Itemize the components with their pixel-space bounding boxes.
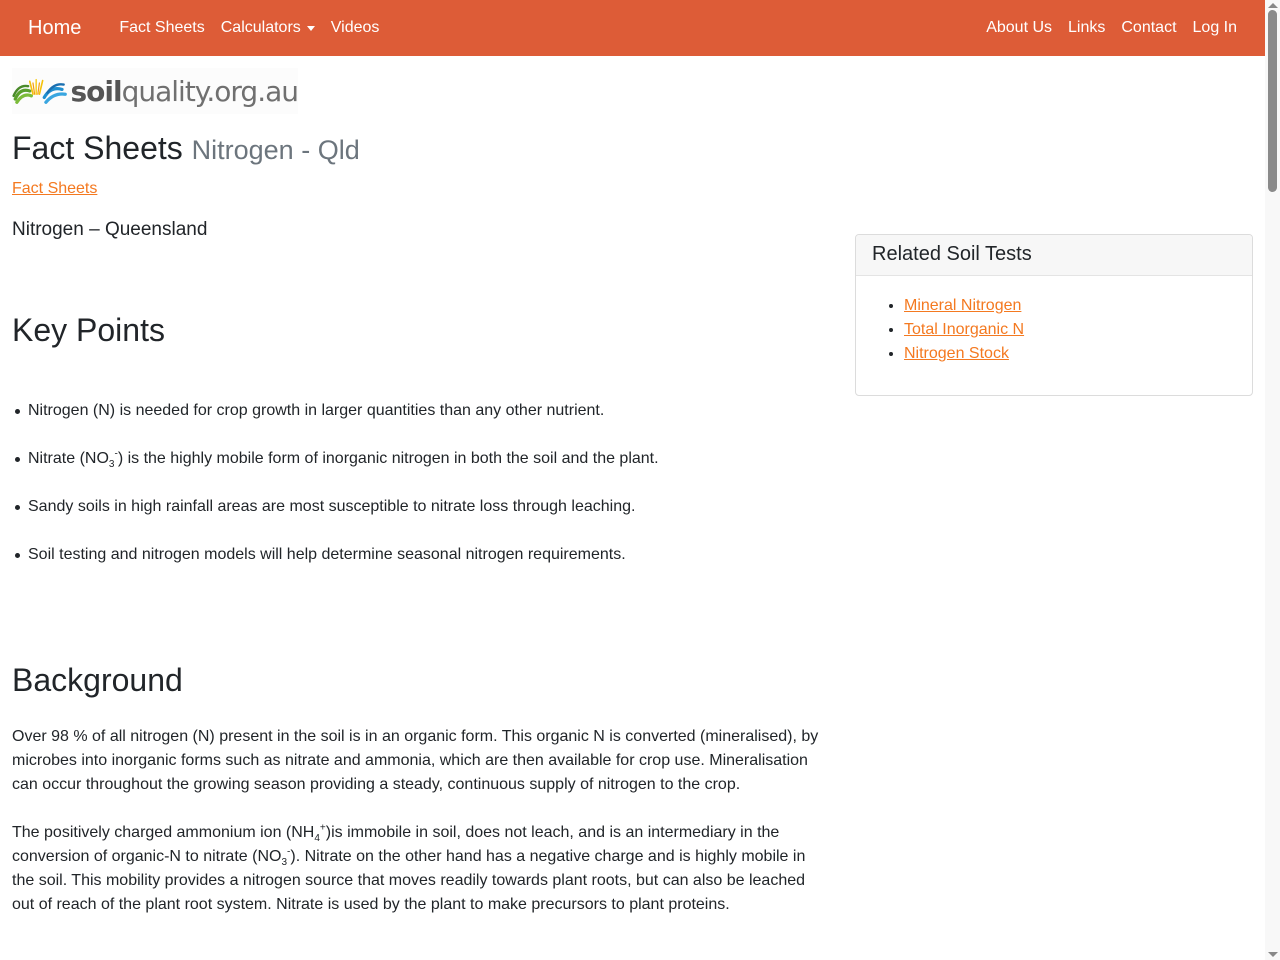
site-logo[interactable]: [12, 68, 298, 114]
paragraph-text: )is immobile in soil, does not leach, and is an intermediary in the conversion of organic-N to nitrate (NO: [12, 824, 780, 865]
key-points-heading: Key Points: [12, 312, 165, 348]
top-navbar: [0, 0, 1265, 56]
list-item: [904, 318, 1236, 342]
list-item: [904, 294, 1236, 318]
key-point-item: Sandy soils in high rainfall areas are most susceptible to nitrate loss through leaching.: [12, 496, 812, 544]
page-title-sub: Nitrogen - Qld: [191, 135, 360, 165]
nav-about-us-link[interactable]: About Us: [986, 19, 1053, 36]
key-point-text: Nitrate (NO: [28, 450, 109, 467]
logo-text-bold: soil: [70, 74, 122, 108]
total-inorganic-n-link[interactable]: Total Inorganic N: [904, 321, 1025, 338]
background-paragraph-1: Over 98 % of all nitrogen (N) present in the soil is in an organic form. This organic N is converted (mineralised), by microbes into inorganic forms such as nitrate and ammonia, which are then available for crop use. Mineralisation can occur throughout the growing season providing a steady, continuous supply of nitrogen to the crop.: [12, 728, 819, 793]
superscript: +: [319, 822, 326, 834]
key-point-text: ) is the highly mobile form of inorganic nitrogen in both the soil and the plant.: [117, 450, 659, 467]
nav-right-group: [978, 19, 1245, 37]
sun-logo-icon: [12, 73, 68, 109]
logo-text: [70, 75, 298, 108]
key-point-item: Soil testing and nitrogen models will help determine seasonal nitrogen requirements.: [12, 544, 812, 592]
mineral-nitrogen-link[interactable]: Mineral Nitrogen: [904, 297, 1022, 314]
nav-links-link[interactable]: Links: [1068, 19, 1106, 36]
nav-login-link[interactable]: Log In: [1192, 19, 1237, 36]
nav-calculators-label: Calculators: [220, 19, 301, 36]
nav-left-group: [111, 19, 387, 37]
subscript: 3: [281, 857, 288, 869]
superscript: -: [287, 846, 291, 858]
page-subtitle: Nitrogen – Queensland: [12, 219, 208, 240]
breadcrumb-fact-sheets-link[interactable]: Fact Sheets: [12, 180, 98, 197]
list-item: [904, 342, 1236, 366]
subscript: 3: [108, 459, 115, 471]
nav-contact-link[interactable]: Contact: [1121, 19, 1177, 36]
page-scrollbar[interactable]: [1265, 0, 1280, 960]
related-tests-list: [872, 294, 1236, 366]
scrollbar-thumb[interactable]: [1268, 10, 1277, 192]
nav-fact-sheets-link[interactable]: Fact Sheets: [119, 19, 205, 36]
key-point-item: Nitrogen (N) is needed for crop growth in larger quantities than any other nutrient.: [12, 400, 812, 448]
related-soil-tests-card: [855, 234, 1253, 396]
logo-text-regular: quality.org.au: [121, 74, 298, 108]
nav-home-link[interactable]: Home: [28, 16, 82, 39]
key-points-list: [12, 400, 812, 592]
caret-down-icon: [307, 26, 315, 31]
scroll-up-arrow-icon[interactable]: [1268, 3, 1278, 8]
page-title: [12, 130, 360, 167]
key-point-item: [12, 448, 812, 496]
card-body: [856, 276, 1252, 380]
background-paragraph-2: [12, 821, 827, 917]
nitrogen-stock-link[interactable]: Nitrogen Stock: [904, 345, 1009, 362]
nav-videos-link[interactable]: Videos: [330, 19, 380, 36]
subscript: 4: [314, 833, 320, 845]
paragraph-text: ). Nitrate on the other hand has a negative charge and is highly mobile in the soil. This mobility provides a nitrogen source that moves readily towards plant roots, but can also be leached out of reach of the plant root system. Nitrate is used by the plant to make precursors to plant proteins.: [12, 848, 806, 913]
background-heading: Background: [12, 662, 183, 698]
paragraph-text: The positively charged ammonium ion (NH: [12, 824, 315, 841]
scroll-down-arrow-icon[interactable]: [1268, 952, 1278, 957]
card-title: Related Soil Tests: [856, 235, 1252, 276]
nav-calculators-dropdown[interactable]: [213, 19, 323, 37]
page-title-main: Fact Sheets: [12, 130, 183, 166]
superscript: -: [114, 448, 118, 460]
